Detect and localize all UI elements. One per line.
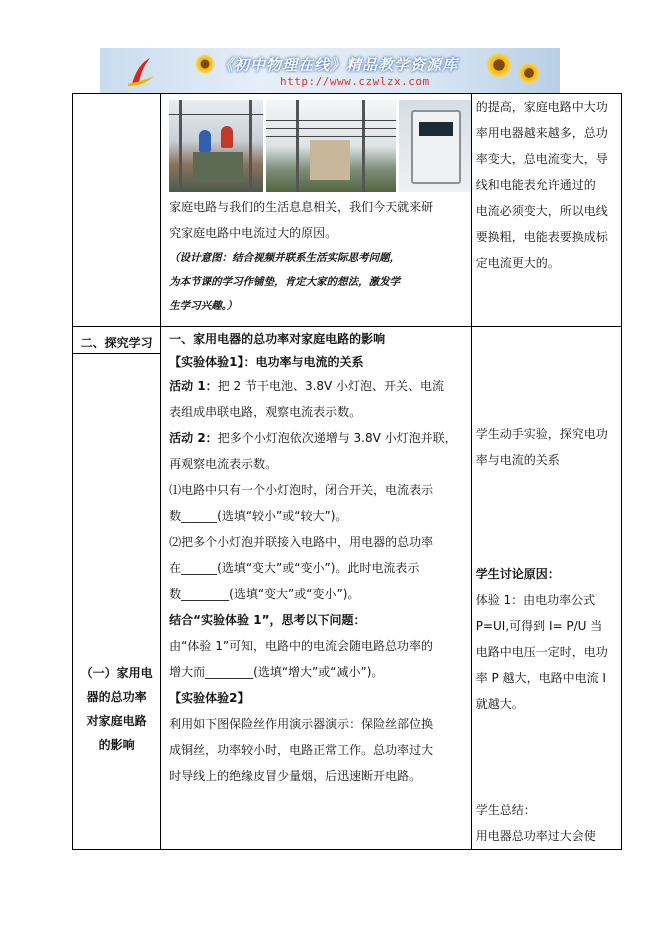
experiment2-line: 成铜丝，功率较小时，电路正常工作。总功率过大: [169, 743, 434, 757]
question2-line: ⑵把多个小灯泡并联接入电路中，用电器的总功率: [169, 535, 434, 549]
side-text-line: 电路中电压一定时，电功: [475, 645, 608, 659]
side-text-line: 定电流更大的。: [475, 256, 560, 270]
photo-electric-meter: [399, 100, 471, 192]
activity2-label: 活动 2：: [169, 431, 218, 445]
side-text-line: 用电器总功率过大会使: [475, 829, 596, 843]
side-text-line: 率用电器越来越多，总功: [475, 126, 608, 140]
sunflower-icon: [486, 52, 512, 78]
question2-line: 数________(选填“变大”或“变小”)。: [169, 587, 360, 601]
row2-content-cell: [161, 327, 472, 850]
side-text-line: 率 P 越大，电路中电流 I: [475, 671, 606, 685]
side-text-line: 的提高，家庭电路中大功: [475, 100, 608, 114]
intro-text-line: 家庭电路与我们的生活息息相关，我们今天就来研: [169, 200, 434, 214]
think-line: 由“体验 1”可知，电路中的电流会随电路总功率的: [169, 639, 434, 653]
design-intent-line: 生学习兴趣。）: [169, 300, 238, 312]
row2-side-cell: [471, 327, 621, 850]
side-text-line: 要换粗，电能表要换成标: [475, 230, 608, 244]
sunflower-icon: [518, 62, 540, 84]
photo-power-lines: [266, 100, 396, 192]
experiment2-title: 【实验体验2】: [169, 691, 250, 705]
banner-url: http://www.czwlzx.com: [280, 75, 430, 88]
photo-workers-transformer: [169, 100, 263, 192]
activity2-text: 把多个小灯泡依次递增与 3.8V 小灯泡并联，: [217, 431, 457, 445]
experiment1-title: 【实验体验1】：电功率与电流的关系: [169, 355, 364, 369]
banner-title: 《初中物理在线》精品教学资源库: [218, 56, 459, 74]
row2-label-cell: [73, 327, 161, 850]
lesson-table: [72, 93, 622, 850]
side-text-line: 率变大，总电流变大，导: [475, 152, 608, 166]
activity1-text: 表组成串联电路，观察电流表示数。: [169, 405, 362, 419]
activity1-text: 把 2 节干电池、3.8V 小灯泡、开关、电流: [217, 379, 445, 393]
summary-title: 学生总结：: [475, 803, 536, 817]
experiment2-line: 时导线上的绝缘皮冒少量烟，后迅速断开电路。: [169, 769, 422, 783]
activity2-text: 再观察电流表示数。: [169, 457, 278, 471]
row1-content-cell: [161, 94, 472, 327]
header-banner: [100, 48, 560, 93]
row1-label-cell: [73, 94, 161, 327]
sub-section-label: （一）家用电 器的总功率 对家庭电路 的影响: [80, 666, 153, 752]
logo-icon: [126, 54, 156, 88]
question2-line: 在______(选填“变大”或“变小”)。此时电流表示: [169, 561, 420, 575]
side-text-line: 率与电流的关系: [475, 453, 560, 467]
side-text-line: P=UI,可得到 I= P/U 当: [475, 619, 603, 633]
section-heading: 一、家用电器的总功率对家庭电路的影响: [169, 332, 386, 346]
activity1-label: 活动 1：: [169, 379, 218, 393]
side-text-line: 学生动手实验，探究电功: [475, 427, 608, 441]
question1-line: 数______(选填“较小”或“较大”)。: [169, 509, 348, 523]
side-text-line: 体验 1：由电功率公式: [475, 593, 596, 607]
think-line: 增大而________(选填“增大”或“减小”)。: [169, 665, 384, 679]
intro-text-line: 究家庭电路中电流过大的原因。: [169, 226, 338, 240]
side-text-line: 就越大。: [475, 697, 524, 711]
section-label: 二、探究学习: [80, 336, 153, 350]
side-text-line: 线和电能表允许通过的: [475, 178, 596, 192]
think-title: 结合“实验体验 1”，思考以下问题：: [169, 613, 366, 627]
table-row: [73, 327, 622, 850]
discussion-title: 学生讨论原因：: [475, 567, 560, 581]
photo-strip: [161, 94, 471, 192]
side-text-line: 电流必须变大，所以电线: [475, 204, 608, 218]
experiment2-line: 利用如下图保险丝作用演示器演示：保险丝部位换: [169, 717, 434, 731]
table-row: [73, 94, 622, 327]
design-intent-line: 为本节课的学习作铺垫，肯定大家的想法，激发学: [169, 276, 401, 288]
design-intent-line: （设计意图：结合视频并联系生活实际思考问题，: [169, 252, 401, 264]
sunflower-icon: [195, 54, 215, 74]
question1-line: ⑴电路中只有一个小灯泡时，闭合开关，电流表示: [169, 483, 434, 497]
row1-side-cell: [471, 94, 621, 327]
